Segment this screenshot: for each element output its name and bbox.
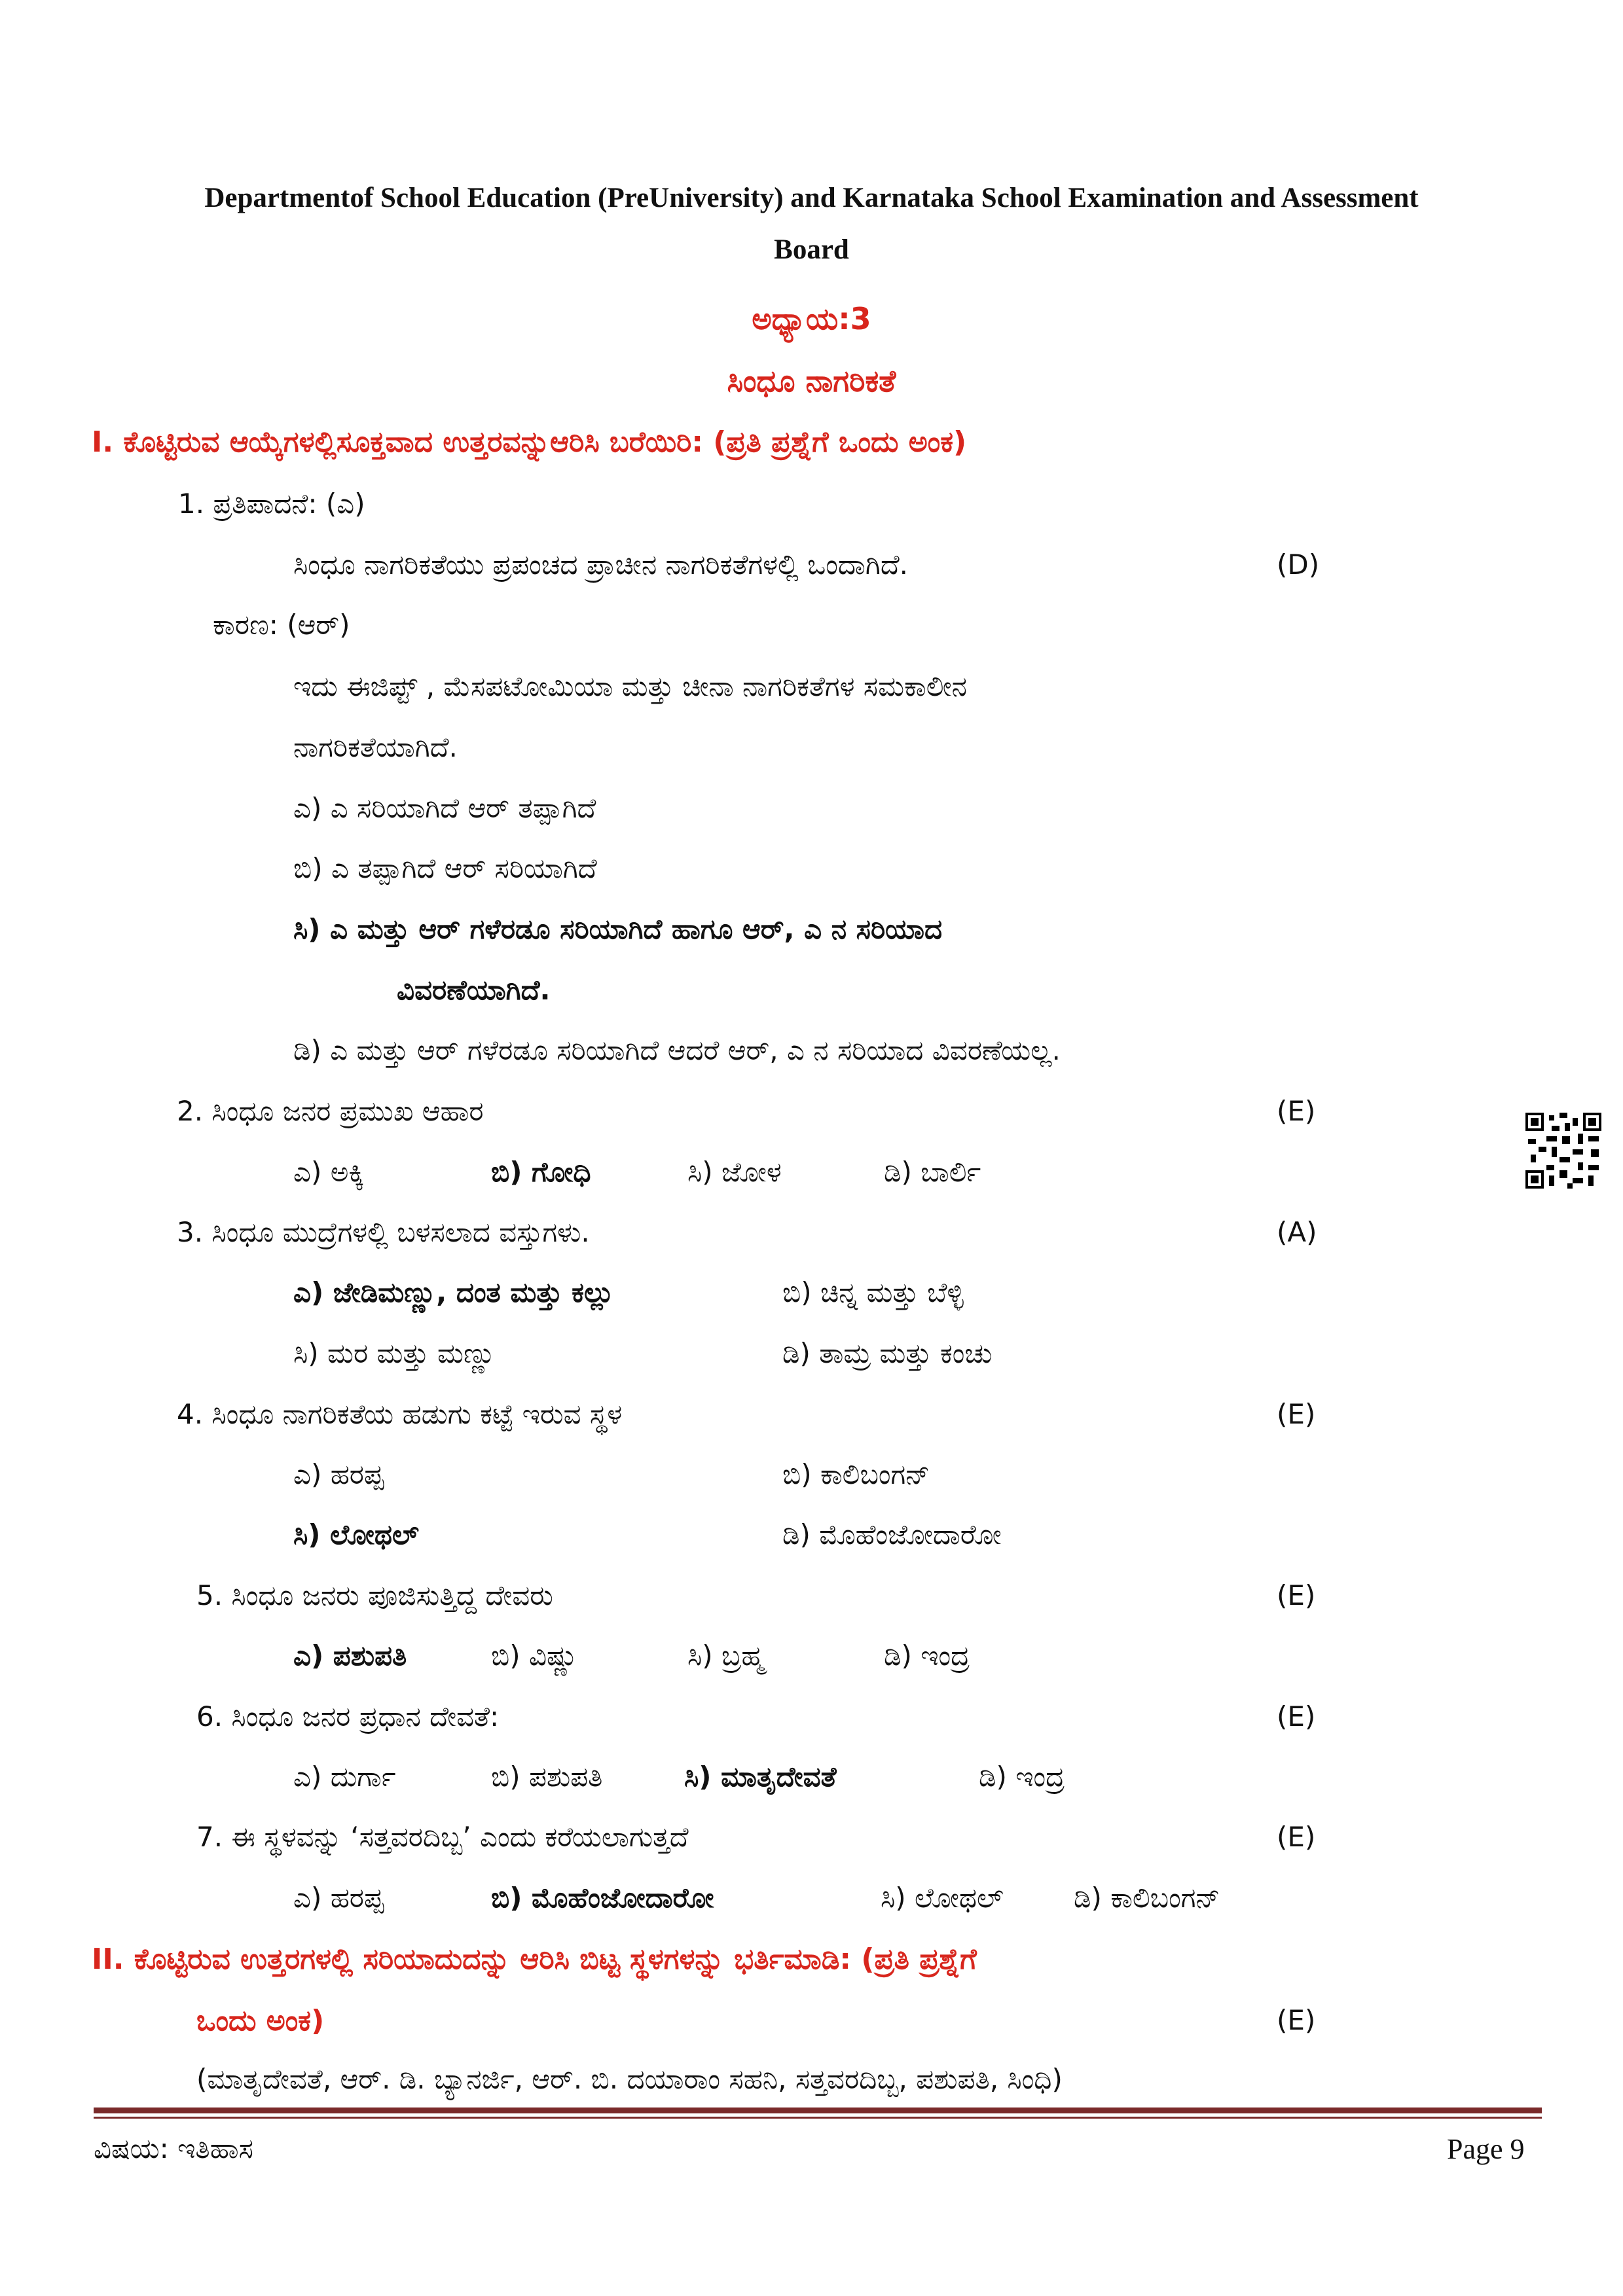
q1-reason-label: ಕಾರಣ: (ಆರ್) — [213, 609, 350, 641]
q6-option-d: ಡಿ) ಇಂದ್ರ — [979, 1761, 1065, 1793]
q1-assertion: ಸಿಂಧೂ ನಾಗರಿಕತೆಯು ಪ್ರಪಂಚದ ಪ್ರಾಚೀನ ನಾಗರಿಕತೆಗಳಲ್ಲಿ ಒಂದಾಗಿದೆ. — [293, 548, 909, 581]
q5-option-a: ಎ) ಪಶುಪತಿ — [293, 1640, 407, 1672]
qr-code-icon — [1525, 1113, 1601, 1189]
section-1-heading: I. ಕೊಟ್ಟಿರುವ ಆಯ್ಕೆಗಳಲ್ಲಿಸೂಕ್ತವಾದ ಉತ್ತರವನ್ನುಆರಿಸಿ ಬರೆಯಿರಿ: (ಪ್ರತಿ ಪ್ರಶ್ನೆಗೆ ಒಂದು ಅಂಕ) — [92, 425, 967, 459]
q2-option-a: ಎ) ಅಕ್ಕಿ — [293, 1156, 365, 1188]
section-2-heading-line-1: II. ಕೊಟ್ಟಿರುವ ಉತ್ತರಗಳಲ್ಲಿ ಸರಿಯಾದುದನ್ನು ಆರಿಸಿ ಬಿಟ್ಟ ಸ್ಥಳಗಳನ್ನು ಭರ್ತಿಮಾಡಿ: (ಪ್ರತಿ ಪ್ರಶ್ನೆಗೆ — [92, 1943, 977, 1976]
q2-option-b: ಬಿ) ಗೋಧಿ — [491, 1156, 591, 1188]
page-title: ಸಿಂಧೂ ನಾಗರಿಕತೆ — [727, 363, 896, 399]
q4-option-b: ಬಿ) ಕಾಲಿಬಂಗನ್ — [782, 1458, 930, 1490]
q3-option-c: ಸಿ) ಮರ ಮತ್ತು ಮಣ್ಣು — [293, 1337, 496, 1369]
q3-level: (A) — [1277, 1216, 1317, 1248]
footer-subject: ವಿಷಯ: ಇತಿಹಾಸ — [94, 2132, 253, 2164]
q2-text: 2. ಸಿಂಧೂ ಜನರ ಪ್ರಮುಖ ಆಹಾರ — [177, 1095, 484, 1127]
q5-option-c: ಸಿ) ಬ್ರಹ್ಮ — [687, 1640, 765, 1672]
q6-text: 6. ಸಿಂಧೂ ಜನರ ಪ್ರಧಾನ ದೇವತೆ: — [196, 1700, 500, 1732]
q1-option-a: ಎ) ಎ ಸರಿಯಾಗಿದೆ ಆರ್ ತಪ್ಪಾಗಿದೆ — [293, 792, 596, 824]
q6-option-c: ಸಿ) ಮಾತೃದೇವತೆ — [684, 1761, 837, 1793]
section-2-options: (ಮಾತೃದೇವತೆ, ಆರ್. ಡಿ. ಬ್ಯಾನರ್ಜಿ, ಆರ್. ಬಿ. ದಯಾರಾಂ ಸಹನಿ, ಸತ್ತವರದಿಬ್ಬ, ಪಶುಪತಿ, ಸಿಂಧಿ) — [196, 2063, 1063, 2095]
q6-option-b: ಬಿ) ಪಶುಪತಿ — [491, 1761, 603, 1793]
q4-level: (E) — [1277, 1398, 1316, 1430]
q5-option-b: ಬಿ) ವಿಷ್ಣು — [491, 1640, 578, 1672]
q2-option-d: ಡಿ) ಬಾರ್ಲಿ — [884, 1156, 981, 1188]
q6-option-a: ಎ) ದುರ್ಗಾ — [293, 1761, 396, 1793]
header-line-2: Board — [774, 234, 849, 265]
q6-level: (E) — [1277, 1700, 1316, 1732]
footer-rule-thick — [94, 2108, 1542, 2113]
q4-option-d: ಡಿ) ಮೊಹೆಂಜೋದಾರೋ — [782, 1518, 1002, 1551]
header-line-1: Departmentof School Education (PreUniversity) and Karnataka School Examination and Assessment — [204, 183, 1419, 213]
section-2-level: (E) — [1277, 2004, 1316, 2036]
section-2-heading-line-2: ಒಂದು ಅಂಕ) — [196, 2004, 325, 2037]
q1-option-c-line-1: ಸಿ) ಎ ಮತ್ತು ಆರ್ ಗಳೆರಡೂ ಸರಿಯಾಗಿದೆ ಹಾಗೂ ಆರ್, ಎ ನ ಸರಿಯಾದ — [293, 913, 943, 945]
q1-option-d: ಡಿ) ಎ ಮತ್ತು ಆರ್ ಗಳೆರಡೂ ಸರಿಯಾಗಿದೆ ಆದರೆ ಆರ್, ಎ ನ ಸರಿಯಾದ ವಿವರಣೆಯಲ್ಲ. — [293, 1034, 1061, 1066]
q1-reason-line-2: ನಾಗರಿಕತೆಯಾಗಿದೆ. — [293, 731, 458, 763]
q1-reason-line-1: ಇದು ಈಜಿಪ್ಟ್ , ಮೆಸಪಟೋಮಿಯಾ ಮತ್ತು ಚೀನಾ ನಾಗರಿಕತೆಗಳ ಸಮಕಾಲೀನ — [293, 670, 967, 702]
q7-option-a: ಎ) ಹರಪ್ಪ — [293, 1882, 384, 1914]
chapter-label: ಅಧ್ಯಾಯ:3 — [752, 301, 871, 336]
q2-level: (E) — [1277, 1095, 1316, 1127]
q1-label: 1. ಪ್ರತಿಪಾದನೆ: (ಎ) — [178, 488, 365, 520]
q7-option-b: ಬಿ) ಮೊಹೆಂಜೋದಾರೋ — [491, 1882, 714, 1914]
q1-level: (D) — [1277, 548, 1320, 581]
q1-option-c-line-2: ವಿವರಣೆಯಾಗಿದೆ. — [397, 974, 551, 1006]
q5-text: 5. ಸಿಂಧೂ ಜನರು ಪೂಜಿಸುತ್ತಿದ್ದ ದೇವರು — [196, 1579, 553, 1611]
q4-text: 4. ಸಿಂಧೂ ನಾಗರಿಕತೆಯ ಹಡುಗು ಕಟ್ಟೆ ಇರುವ ಸ್ಥಳ — [177, 1398, 623, 1430]
q3-option-d: ಡಿ) ತಾಮ್ರ ಮತ್ತು ಕಂಚು — [782, 1337, 993, 1369]
page-number: Page 9 — [1447, 2133, 1525, 2165]
q4-option-a: ಎ) ಹರಪ್ಪ — [293, 1458, 384, 1490]
q7-level: (E) — [1277, 1821, 1316, 1853]
q7-option-c: ಸಿ) ಲೋಥಲ್ — [881, 1882, 1004, 1914]
q5-level: (E) — [1277, 1579, 1316, 1611]
q7-text: 7. ಈ ಸ್ಥಳವನ್ನು ‘ಸತ್ತವರದಿಬ್ಬ’ ಎಂದು ಕರೆಯಲಾಗುತ್ತದೆ — [196, 1821, 689, 1853]
q5-option-d: ಡಿ) ಇಂದ್ರ — [884, 1640, 970, 1672]
footer-rule-thin — [94, 2117, 1542, 2119]
q1-option-b: ಬಿ) ಎ ತಪ್ಪಾಗಿದೆ ಆರ್ ಸರಿಯಾಗಿದೆ — [293, 852, 597, 884]
q3-text: 3. ಸಿಂಧೂ ಮುದ್ರೆಗಳಲ್ಲಿ ಬಳಸಲಾದ ವಸ್ತುಗಳು. — [177, 1216, 590, 1248]
q3-option-b: ಬಿ) ಚಿನ್ನ ಮತ್ತು ಬೆಳ್ಳಿ — [782, 1276, 964, 1308]
q2-option-c: ಸಿ) ಜೋಳ — [687, 1156, 782, 1188]
q3-option-a: ಎ) ಜೇಡಿಮಣ್ಣು, ದಂತ ಮತ್ತು ಕಲ್ಲು — [293, 1276, 614, 1308]
q7-option-d: ಡಿ) ಕಾಲಿಬಂಗನ್ — [1074, 1882, 1220, 1914]
q4-option-c: ಸಿ) ಲೋಥಲ್ — [293, 1518, 419, 1551]
